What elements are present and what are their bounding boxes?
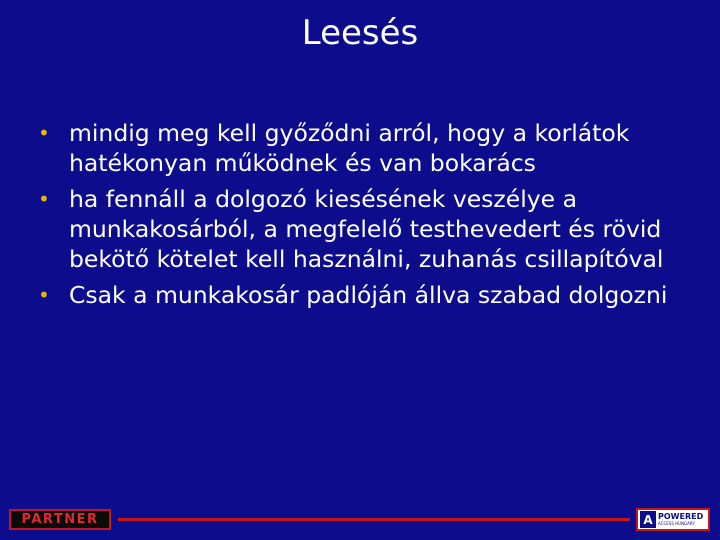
slide-title: Leesés bbox=[301, 13, 419, 53]
bullet-text: mindig meg kell győződni arról, hogy a korlátok hatékonyan működnek és van bokarács bbox=[69, 119, 630, 177]
bullet-text: ha fennáll a dolgozó kiesésének veszélye a munkakosárból, a megfelelő testhevedert és rövid bekötő kötelet kell használni, zuhanás csillapítóval bbox=[69, 185, 664, 273]
bullet-item bbox=[36, 280, 676, 310]
powered-logo-sub: ACCESS HUNGARY bbox=[658, 521, 695, 526]
bullet-dot-icon: • bbox=[38, 187, 50, 211]
bullet-dot-icon: • bbox=[38, 283, 50, 307]
partner-logo-text: PARTNER bbox=[21, 512, 99, 527]
bullet-item bbox=[36, 184, 676, 274]
powered-logo-main: POWERED bbox=[658, 512, 704, 521]
bullet-text: Csak a munkakosár padlóján állva szabad dolgozni bbox=[69, 281, 668, 309]
footer-divider bbox=[118, 518, 630, 521]
bullet-item bbox=[36, 118, 676, 178]
powered-access-logo bbox=[636, 508, 710, 531]
bullet-dot-icon: • bbox=[38, 121, 50, 145]
powered-access-logo-icon: A bbox=[640, 511, 656, 528]
bullet-list bbox=[36, 118, 676, 316]
partner-logo bbox=[9, 509, 111, 530]
powered-logo-texts bbox=[658, 513, 703, 526]
